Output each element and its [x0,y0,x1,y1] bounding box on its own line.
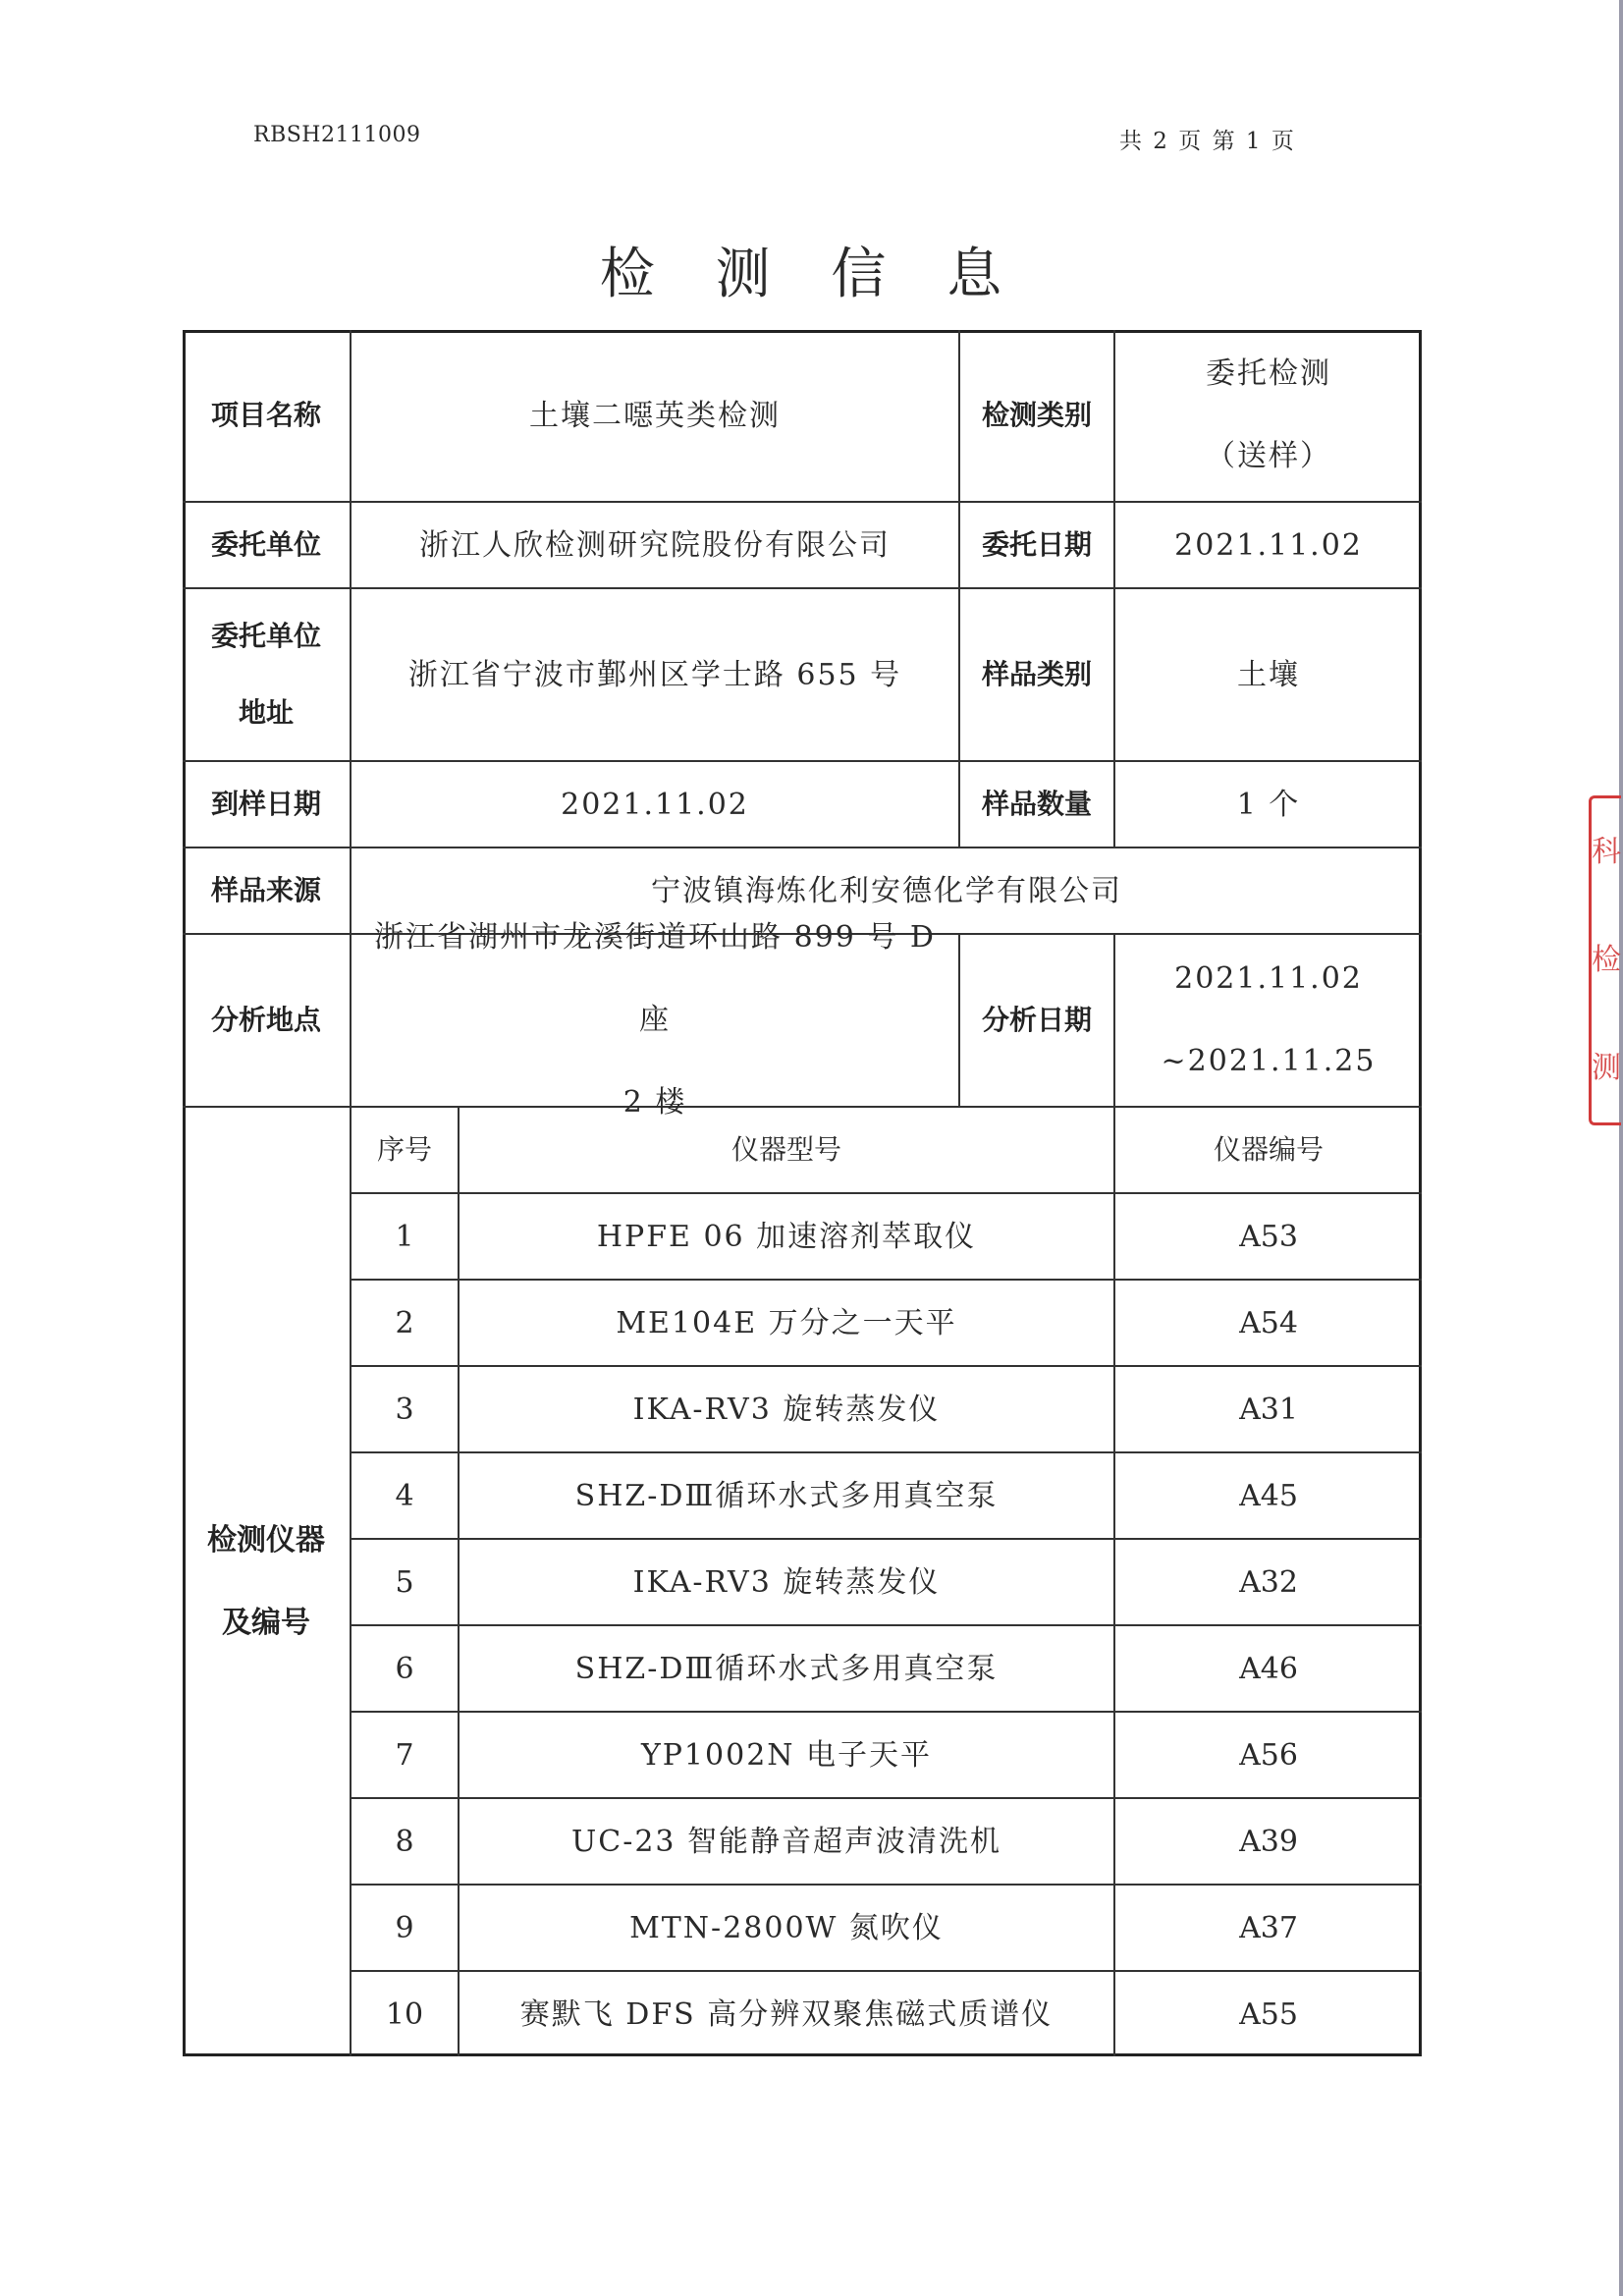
detection-info-table [183,330,1422,2056]
commission-date-value: 2021.11.02 [1115,503,1422,589]
sample-qty-label: 样品数量 [960,762,1115,848]
row-5-model: IKA-RV3 旋转蒸发仪 [460,1540,1115,1626]
analysis-date-line1: 2021.11.02 [1174,961,1363,996]
sample-qty-value: 1 个 [1115,762,1422,848]
row-1-no: 1 [352,1194,460,1281]
row-8-id: A39 [1115,1799,1422,1886]
client-address-label-line1: 委托单位 [210,619,321,652]
arrival-date-value: 2021.11.02 [352,762,960,848]
stamp-char-2: 检 [1592,943,1621,977]
analysis-date-label: 分析日期 [960,935,1115,1108]
sample-type-value: 土壤 [1115,589,1422,762]
row-2-id: A54 [1115,1281,1422,1367]
row-3-id: A31 [1115,1367,1422,1453]
stamp-char-3: 测 [1592,1051,1621,1085]
row-7-model: YP1002N 电子天平 [460,1713,1115,1799]
row-9-model: MTN-2800W 氮吹仪 [460,1886,1115,1972]
col-header-model: 仪器型号 [460,1108,1115,1194]
page-title: 检 测 信 息 [599,243,1024,306]
row-7-no: 7 [352,1713,460,1799]
page-edge [1619,0,1623,2296]
row-6-id: A46 [1115,1626,1422,1713]
test-type-label: 检测类别 [960,330,1115,503]
analysis-site-label: 分析地点 [183,935,352,1108]
col-header-id: 仪器编号 [1115,1108,1422,1194]
client-address-label [183,589,352,762]
row-2-model: ME104E 万分之一天平 [460,1281,1115,1367]
row-7-id: A56 [1115,1713,1422,1799]
sample-source-value: 宁波镇海炼化利安德化学有限公司 [352,848,1422,935]
stamp-char-1: 科 [1592,835,1621,869]
row-8-no: 8 [352,1799,460,1886]
client-address-label-line2: 地址 [238,696,294,729]
instrument-section-label [183,1108,352,2056]
analysis-site-value [352,920,960,1120]
row-10-no: 10 [352,1972,460,2056]
page-indicator: 共 2 页 第 1 页 [1119,129,1296,154]
row-9-no: 9 [352,1886,460,1972]
row-4-model: SHZ-DⅢ循环水式多用真空泵 [460,1453,1115,1540]
test-type-value [1115,330,1422,503]
sample-source-label: 样品来源 [183,848,352,935]
analysis-date-line2: ~2021.11.25 [1161,1044,1377,1078]
client-address-value: 浙江省宁波市鄞州区学士路 655 号 [352,589,960,762]
col-header-no: 序号 [352,1108,460,1194]
row-6-no: 6 [352,1626,460,1713]
report-number: RBSH2111009 [253,123,421,147]
row-5-id: A32 [1115,1540,1422,1626]
project-name-value: 土壤二噁英类检测 [352,330,960,503]
analysis-site-line2: 2 楼 [622,1085,687,1120]
sample-type-label: 样品类别 [960,589,1115,762]
instrument-section-label-line2: 及编号 [222,1606,310,1640]
row-4-id: A45 [1115,1453,1422,1540]
row-1-id: A53 [1115,1194,1422,1281]
row-3-model: IKA-RV3 旋转蒸发仪 [460,1367,1115,1453]
test-type-line2: （送样） [1206,439,1331,473]
row-1-model: HPFE 06 加速溶剂萃取仪 [460,1194,1115,1281]
row-2-no: 2 [352,1281,460,1367]
row-3-no: 3 [352,1367,460,1453]
client-value: 浙江人欣检测研究院股份有限公司 [352,503,960,589]
arrival-date-label: 到样日期 [183,762,352,848]
seal-stamp-fragment [1589,795,1621,1125]
project-name-label: 项目名称 [183,330,352,503]
row-10-id: A55 [1239,1996,1298,2032]
row-10-model: 赛默飞 DFS 高分辨双聚焦磁式质谱仪 [460,1972,1115,2056]
client-label: 委托单位 [183,503,352,589]
instrument-section-label-line1: 检测仪器 [207,1523,325,1558]
row-9-id: A37 [1115,1886,1422,1972]
analysis-date-value [1115,935,1422,1108]
row-6-model: SHZ-DⅢ循环水式多用真空泵 [460,1626,1115,1713]
test-type-line1: 委托检测 [1206,356,1331,391]
analysis-site-line1: 浙江省湖州市龙溪街道环山路 899 号 D 座 [374,920,936,1037]
row-8-model: UC-23 智能静音超声波清洗机 [460,1799,1115,1886]
commission-date-label: 委托日期 [960,503,1115,589]
row-5-no: 5 [352,1540,460,1626]
row-4-no: 4 [352,1453,460,1540]
